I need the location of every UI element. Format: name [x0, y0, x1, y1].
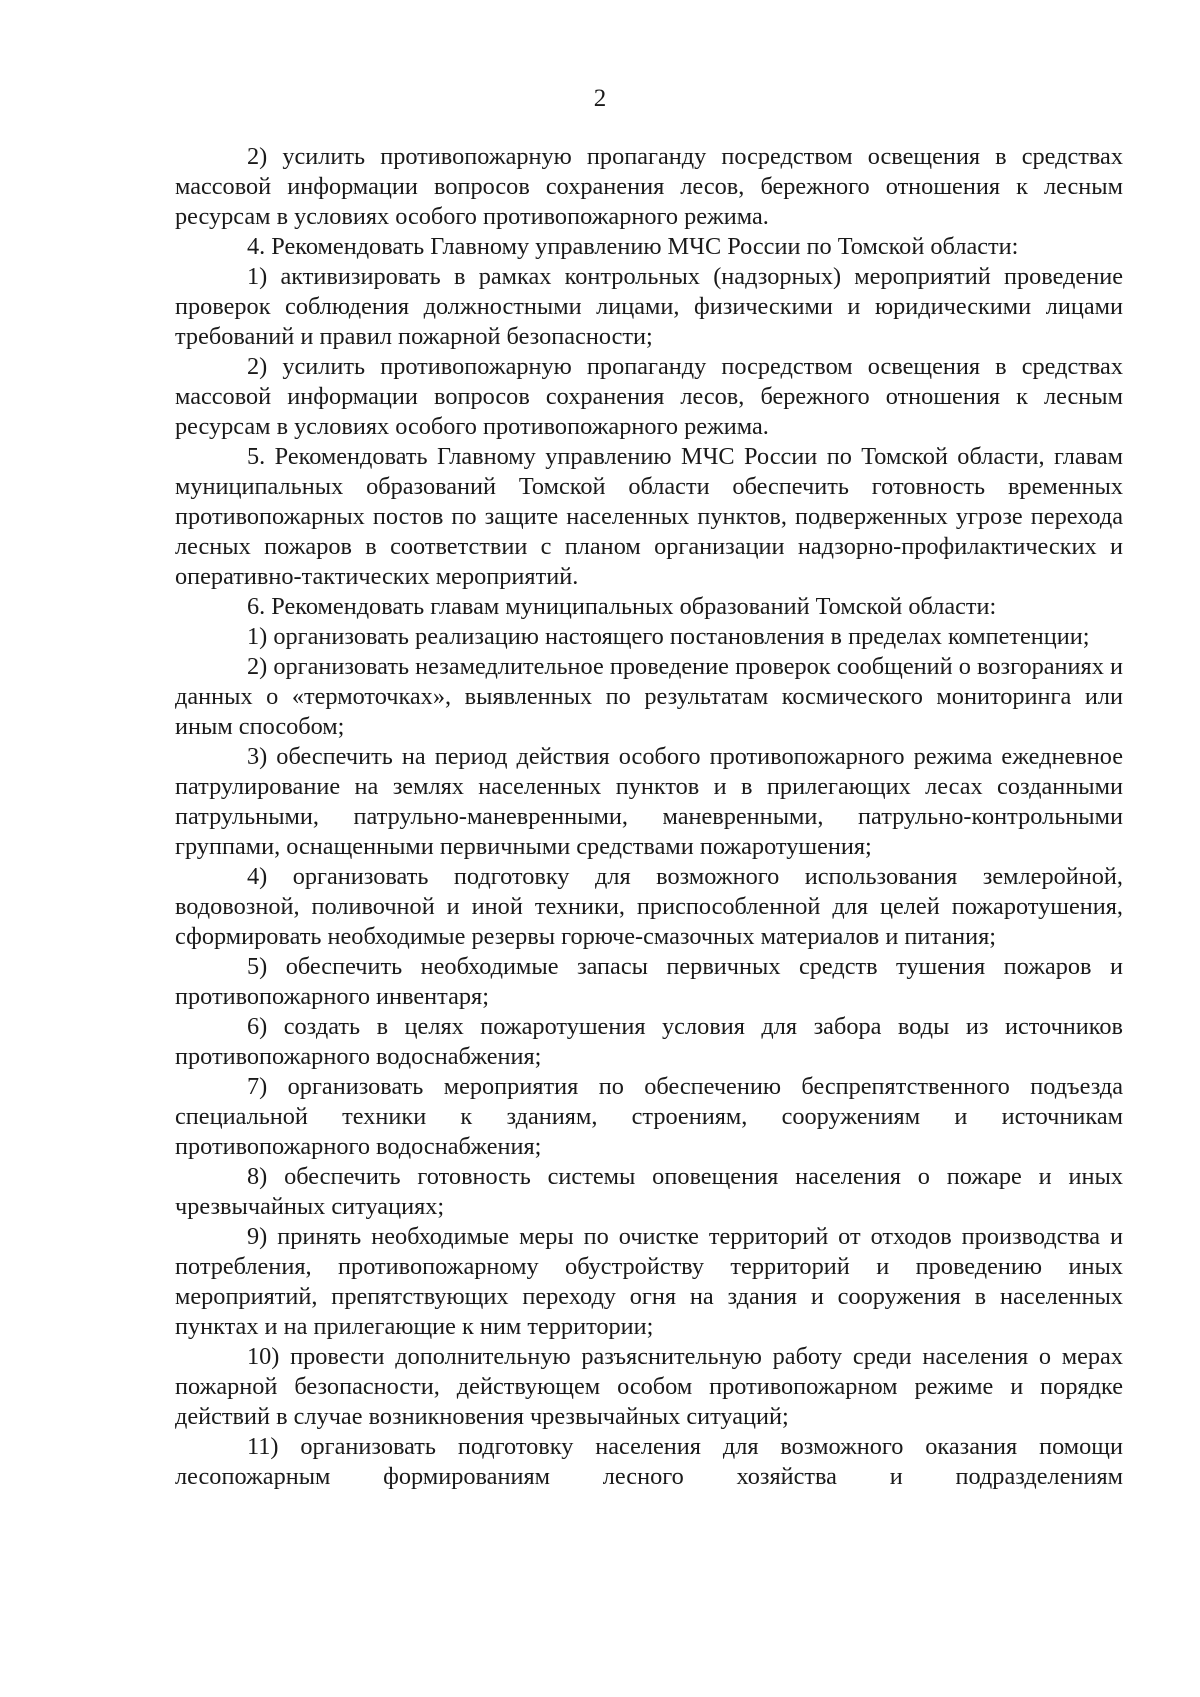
paragraph-item-3-patrol: 3) обеспечить на период действия особого противопожарного режима ежедневное патрулирование на землях населенных пунктов и в прилегающих лесах созданными патрульными, патрульно-маневренными, маневренными, патрульно-контрольными группами, оснащенными первичными средствами пожаротушения;	[175, 743, 1123, 860]
paragraph-item-11-population-training: 11) организовать подготовку населения для возможного оказания помощи лесопожарным формированиям лесного хозяйства и подразделениям	[175, 1433, 1123, 1490]
paragraph-section-5: 5. Рекомендовать Главному управлению МЧС России по Томской области, главам муниципальных образований Томской области обеспечить готовность временных противопожарных постов по защите населенных пунктов, подверженных угрозе перехода лесных пожаров в соответствии с планом организации надзорно-профилактических и оперативно-тактических мероприятий.	[175, 443, 1123, 590]
paragraph-item-7-access: 7) организовать мероприятия по обеспечению беспрепятственного подъезда специальной техники к зданиям, строениям, сооружениям и источникам противопожарного водоснабжения;	[175, 1073, 1123, 1160]
paragraph-item-8-alert-system: 8) обеспечить готовность системы оповещения населения о пожаре и иных чрезвычайных ситуациях;	[175, 1163, 1123, 1220]
paragraph-item-10-awareness: 10) провести дополнительную разъяснительную работу среди населения о мерах пожарной безопасности, действующем особом противопожарном режиме и порядке действий в случае возникновения чрезвычайных ситуаций;	[175, 1343, 1123, 1430]
paragraph-item-1-activate-inspections: 1) активизировать в рамках контрольных (надзорных) мероприятий проведение проверок соблюдения должностными лицами, физическими и юридическими лицами требований и правил пожарной безопасности;	[175, 263, 1123, 350]
page-number: 2	[593, 85, 607, 112]
paragraph-item-1-implementation: 1) организовать реализацию настоящего постановления в пределах компетенции;	[247, 623, 1090, 650]
paragraph-item-2-checks: 2) организовать незамедлительное проведение проверок сообщений о возгораниях и данных о «термоточках», выявленных по результатам космического мониторинга или иным способом;	[175, 653, 1123, 740]
paragraph-item-2-propaganda: 2) усилить противопожарную пропаганду посредством освещения в средствах массовой информации вопросов сохранения лесов, бережного отношения к лесным ресурсам в условиях особого противопожарного режима.	[175, 143, 1123, 230]
paragraph-item-9-territory-clearing: 9) принять необходимые меры по очистке территорий от отходов производства и потребления, противопожарному обустройству территорий и проведению иных мероприятий, препятствующих переходу огня на здания и сооружения в населенных пунктах и на прилегающие к ним территории;	[175, 1223, 1123, 1340]
document-body	[175, 142, 1123, 1492]
paragraph-item-6-water: 6) создать в целях пожаротушения условия для забора воды из источников противопожарного водоснабжения;	[175, 1013, 1123, 1070]
paragraph-item-2-propaganda: 2) усилить противопожарную пропаганду посредством освещения в средствах массовой информации вопросов сохранения лесов, бережного отношения к лесным ресурсам в условиях особого противопожарного режима.	[175, 353, 1123, 440]
paragraph-section-4: 4. Рекомендовать Главному управлению МЧС России по Томской области:	[247, 233, 1019, 260]
paragraph-item-4-equipment: 4) организовать подготовку для возможного использования землеройной, водовозной, поливочной и иной техники, приспособленной для целей пожаротушения, сформировать необходимые резервы горюче-смазочных материалов и питания;	[175, 863, 1123, 950]
paragraph-item-5-supplies: 5) обеспечить необходимые запасы первичных средств тушения пожаров и противопожарного инвентаря;	[175, 953, 1123, 1010]
paragraph-section-6: 6. Рекомендовать главам муниципальных образований Томской области:	[247, 593, 997, 620]
